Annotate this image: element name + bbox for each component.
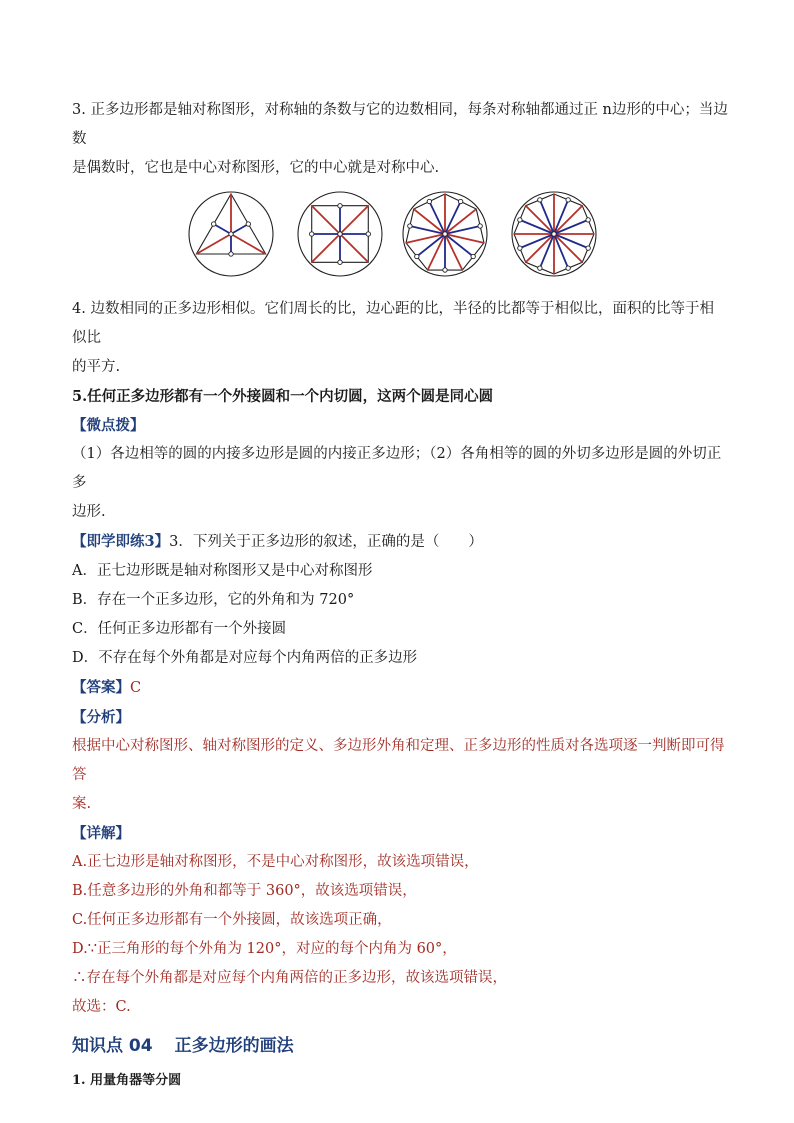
property-3-line-2: 是偶数时，它也是中心对称图形，它的中心就是对称中心.	[72, 160, 440, 176]
answer-tag: 【答案】	[72, 679, 130, 696]
edge-midpoint-dot	[229, 252, 233, 256]
edge-midpoint-dot	[518, 218, 522, 222]
exercise-question: 3．下列关于正多边形的叙述，正确的是（ ）	[169, 534, 483, 550]
square-figure	[295, 189, 385, 279]
symmetry-axis-vertex	[554, 234, 582, 262]
center-dot	[552, 232, 556, 236]
tip-line-2: 边形.	[72, 504, 106, 520]
edge-midpoint-dot	[538, 266, 542, 270]
edge-midpoint-dot	[415, 254, 419, 258]
tip-tag: 【微点拨】	[72, 417, 145, 434]
knowledge-label: 知识点 04	[72, 1036, 153, 1056]
center-dot	[229, 232, 233, 236]
answer-line	[72, 673, 728, 703]
property-4-line-2: 的平方.	[72, 359, 121, 375]
octagon-figure	[509, 189, 599, 279]
detail-tag: 【详解】	[72, 825, 130, 842]
edge-midpoint-dot	[478, 224, 482, 228]
answer-value: C	[130, 680, 142, 696]
symmetry-axis-midpoint	[429, 202, 445, 234]
edge-midpoint-dot	[338, 260, 342, 264]
symmetry-axis-vertex	[340, 234, 368, 262]
analysis-line-2: 案.	[72, 796, 92, 812]
symmetry-axis-vertex	[340, 206, 368, 234]
detail-line-1: A.正七边形是轴对称图形，不是中心对称图形，故该选项错误，	[72, 854, 479, 870]
symmetry-axis-vertex	[526, 206, 554, 234]
property-4-line-1: 4. 边数相同的正多边形相似。它们周长的比，边心距的比，半径的比都等于相似比，面积的比等于相似比	[72, 301, 714, 346]
detail-line-2: B.任意多边形的外角和都等于 360°，故该选项错误，	[72, 883, 417, 899]
triangle-figure	[186, 189, 276, 279]
center-dot	[443, 232, 447, 236]
detail-line-3: C.任何正多边形都有一个外接圆，故该选项正确，	[72, 912, 392, 928]
edge-midpoint-dot	[458, 199, 462, 203]
exercise-question-line	[72, 527, 728, 557]
tip-line-1: （1）各边相等的圆的内接多边形是圆的内接正多边形；（2）各角相等的圆的外切多边形是圆的外切正多	[72, 446, 722, 491]
edge-midpoint-dot	[427, 199, 431, 203]
document-page	[72, 96, 728, 1094]
knowledge-title: 正多边形的画法	[174, 1036, 294, 1056]
edge-midpoint-dot	[586, 218, 590, 222]
edge-midpoint-dot	[566, 198, 570, 202]
edge-midpoint-dot	[211, 222, 215, 226]
option-a: A．正七边形既是轴对称图形又是中心对称图形	[72, 563, 373, 579]
heptagon-figure	[400, 189, 490, 279]
edge-midpoint-dot	[586, 246, 590, 250]
property-5: 5.任何正多边形都有一个外接圆和一个内切圆，这两个圆是同心圆	[72, 388, 494, 405]
detail-line-4: D.∵正三角形的每个外角为 120°，对应的每个内角为 60°，	[72, 941, 457, 957]
symmetry-axis-vertex	[445, 234, 462, 270]
symmetry-axis-vertex	[428, 234, 445, 270]
symmetry-axis-midpoint	[214, 224, 231, 234]
detail-line-6: 故选：C.	[72, 999, 131, 1015]
edge-midpoint-dot	[338, 204, 342, 208]
edge-midpoint-dot	[566, 266, 570, 270]
edge-midpoint-dot	[408, 224, 412, 228]
edge-midpoint-dot	[366, 232, 370, 236]
symmetry-axis-vertex	[312, 234, 340, 262]
center-dot	[338, 232, 342, 236]
analysis-line-1: 根据中心对称图形、轴对称图形的定义、多边形外角和定理、正多边形的性质对各选项逐一判断即可得答	[72, 738, 725, 783]
edge-midpoint-dot	[443, 268, 447, 272]
property-3-line-1: 3. 正多边形都是轴对称图形，对称轴的条数与它的边数相同，每条对称轴都通过正 n边形的中心；当边数	[72, 102, 728, 147]
edge-midpoint-dot	[471, 254, 475, 258]
symmetry-figures	[72, 189, 728, 289]
symmetry-axis-vertex	[312, 206, 340, 234]
edge-midpoint-dot	[310, 232, 314, 236]
option-c: C．任何正多边形都有一个外接圆	[72, 621, 287, 637]
symmetry-axis-vertex	[554, 206, 582, 234]
symmetry-axis-midpoint	[231, 224, 248, 234]
exercise-tag: 【即学即练3】	[72, 533, 170, 550]
edge-midpoint-dot	[246, 222, 250, 226]
detail-line-5: ∴存在每个外角都是对应每个内角两倍的正多边形，故该选项错误，	[72, 970, 507, 986]
edge-midpoint-dot	[518, 246, 522, 250]
option-b: B．存在一个正多边形，它的外角和为 720°	[72, 592, 355, 608]
analysis-tag: 【分析】	[72, 709, 130, 726]
subsection-1: 1. 用量角器等分圆	[72, 1073, 182, 1088]
knowledge-point-heading	[72, 1030, 728, 1062]
option-d: D．不存在每个外角都是对应每个内角两倍的正多边形	[72, 650, 418, 666]
edge-midpoint-dot	[538, 198, 542, 202]
symmetry-axis-vertex	[526, 234, 554, 262]
symmetry-axis-midpoint	[445, 202, 461, 234]
